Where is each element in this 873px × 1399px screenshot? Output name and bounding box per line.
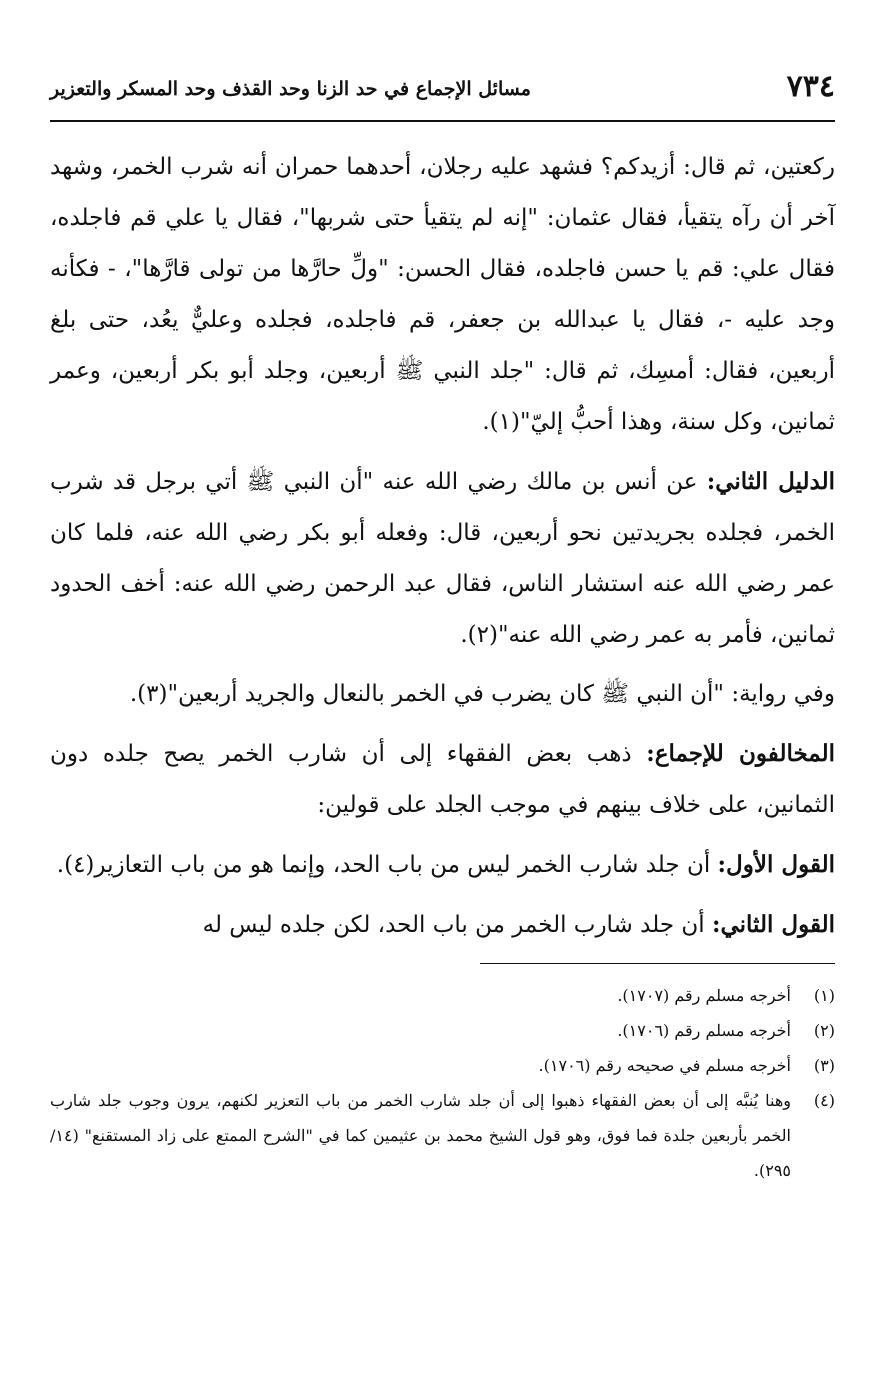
footnotes [50, 978, 835, 1188]
footnote-text: أخرجه مسلم رقم (١٧٠٦). [617, 1021, 791, 1040]
paragraph-6-heading: القول الثاني: [711, 911, 835, 938]
footnote-item [50, 978, 835, 1013]
footnote-item [50, 1083, 835, 1188]
footnote-number: (١) [813, 986, 835, 1005]
paragraph-2 [50, 456, 835, 661]
footnote-text: أخرجه مسلم رقم (١٧٠٧). [617, 986, 791, 1005]
paragraph-4 [50, 728, 835, 831]
paragraph-4-heading: المخالفون للإجماع: [646, 740, 835, 767]
running-title: مسائل الإجماع في حد الزنا وحد القذف وحد المسكر والتعزير [50, 78, 531, 100]
paragraph-6-text: أن جلد شارب الخمر من باب الحد، لكن جلده ليس له [202, 912, 712, 938]
paragraph-5-text: أن جلد شارب الخمر ليس من باب الحد، وإنما هو من باب التعازير(٤). [56, 852, 718, 878]
paragraph-2-heading: الدليل الثاني: [706, 468, 835, 495]
paragraph-6 [50, 899, 835, 951]
book-page [50, 60, 835, 1188]
paragraph-2-text: عن أنس بن مالك رضي الله عنه "أن النبي ﷺ أتي برجل قد شرب الخمر، فجلده بجريدتين نحو أربعين، قال: وفعله أبو بكر رضي الله عنه، فلما كان عمر رضي الله عنه استشار الناس، فقال عبد الرحمن رضي الله عنه: أخف الحدود ثمانين، فأمر به عمر رضي الله عنه"(٢). [50, 469, 835, 648]
page-header [50, 60, 835, 122]
paragraph-3: وفي رواية: "أن النبي ﷺ كان يضرب في الخمر بالنعال والجريد أربعين"(٣). [129, 681, 835, 707]
paragraph-4-text: ذهب بعض الفقهاء إلى أن شارب الخمر يصح جلده دون الثمانين، على خلاف بينهم في موجب الجلد على قولين: [50, 741, 835, 818]
paragraph-5 [50, 839, 835, 891]
footnote-number: (٤) [813, 1091, 835, 1110]
footnote-divider [480, 963, 835, 964]
footnote-text: أخرجه مسلم في صحيحه رقم (١٧٠٦). [538, 1056, 791, 1075]
footnote-text: وهنا يُنبَّه إلى أن بعض الفقهاء ذهبوا إلى أن جلد شارب الخمر من باب التعزير لكنهم، يرون وجوب جلد شارب الخمر بأربعين جلدة فما فوق، وهو قول الشيخ محمد بن عثيمين كما في "الشرح الممتع على زاد المستقنع" (١٤/ ٢٩٥). [50, 1091, 791, 1180]
page-number: ٧٣٤ [786, 69, 835, 104]
paragraph-5-heading: القول الأول: [717, 851, 835, 878]
main-text [50, 142, 835, 951]
footnote-number: (٢) [813, 1021, 835, 1040]
footnote-item [50, 1048, 835, 1083]
footnote-item [50, 1013, 835, 1048]
paragraph-1: ركعتين، ثم قال: أزيدكم؟ فشهد عليه رجلان، أحدهما حمران أنه شرب الخمر، وشهد آخر أن رآه يتقيأ، فقال عثمان: "إنه لم يتقيأ حتى شربها"، فقال يا علي قم فاجلده، فقال علي: قم يا حسن فاجلده، فقال الحسن: "ولِّ حارَّها من تولى قارَّها"، - فكأنه وجد عليه -، فقال يا عبدالله بن جعفر، قم فاجلده، فجلده وعليٌّ يعُد، حتى بلغ أربعين، فقال: أمسِك، ثم قال: "جلد النبي ﷺ أربعين، وجلد أبو بكر أربعين، وعمر ثمانين، وكل سنة، وهذا أحبُّ إليّ"(١). [50, 154, 835, 435]
footnote-number: (٣) [813, 1056, 835, 1075]
